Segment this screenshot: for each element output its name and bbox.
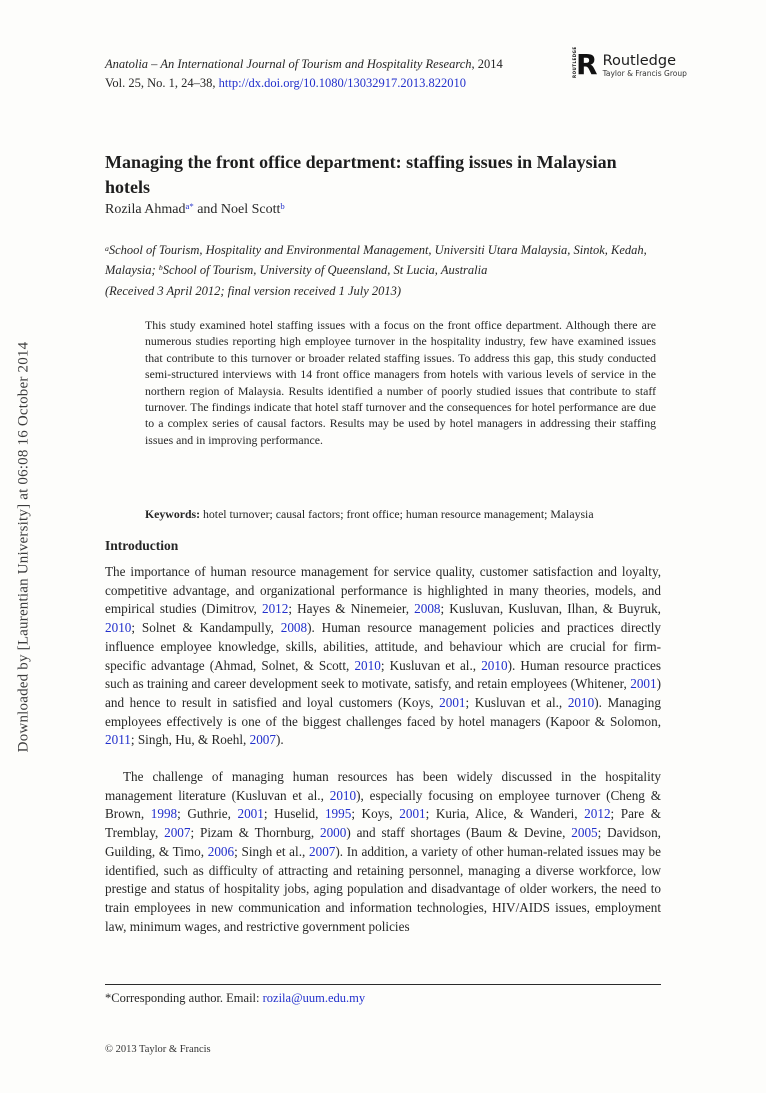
citation-year-link[interactable]: 2012 [261,601,289,617]
routledge-logo [572,46,687,81]
text-segment: ; Hayes & Ninemeier, [288,601,415,617]
journal-header [105,55,565,93]
text-segment: The importance of human resource management for service quality, customer satisfaction and loyalty, competitive advantage, and organizational performance is highlighted in many theories, models, and empirical studies (Dimitrov, [105,564,661,617]
authors-line [105,202,661,218]
citation-year-link[interactable]: 2001 [630,676,657,692]
affiliations [105,241,665,280]
section-heading-introduction: Introduction [105,538,179,553]
citation-year-link[interactable]: 1998 [150,806,178,822]
keywords-label: Keywords: [145,507,201,521]
text-segment: The challenge of managing human resources has been widely discussed in the hospitality management literature (Kusluvan et al., [105,769,661,803]
citation-year-link[interactable]: 2011 [105,732,131,748]
corresponding-author-note [105,991,661,1006]
journal-volume-line [105,74,565,93]
text-segment: ; Pizam & Thornburg, [190,825,320,841]
volume-issue-pages: Vol. 25, No. 1, 24–38, [105,76,219,90]
text-segment: ; Pare & Tremblay, [105,806,661,841]
citation-year-link[interactable]: 2010 [354,657,381,673]
citation-year-link[interactable]: 2010 [567,694,595,710]
article-title: Managing the front office department: staffing issues in Malaysian hotels [105,152,617,197]
text-segment: ; Huselid, [263,806,325,822]
citation-year-link[interactable]: 2005 [571,825,598,841]
routledge-r-glyph: R [576,48,598,81]
text-segment: ; Koys, [351,806,400,822]
copyright-line: © 2013 Taylor & Francis [105,1044,211,1055]
citation-year-link[interactable]: 2001 [399,806,426,822]
journal-title-line [105,55,565,74]
citation-year-link[interactable]: 2010 [105,620,132,636]
routledge-vertical-text: ROUTLEDGE [572,46,577,78]
text-segment: ). Managing employees effectively is one of the biggest challenges faced by hotel managers (Kapoor & Solomon, [105,694,661,729]
received-dates-line: (Received 3 April 2012; final version received 1 July 2013) [105,284,402,298]
text-segment: ; Solnet & Kandampully, [131,620,281,636]
routledge-brand-name: Routledge [602,52,677,69]
download-watermark: Downloaded by [Laurentian University] at 06:08 16 October 2014 [15,341,32,753]
text-segment: ; Guthrie, [177,806,238,822]
text-segment: ) and hence to result in satisfied and loyal customers (Koys, [105,676,661,710]
citation-year-link[interactable]: 2001 [237,806,264,822]
journal-name: Anatolia – An International Journal of Tourism and Hospitality Research [105,57,472,71]
citation-year-link[interactable]: 1995 [324,806,352,822]
author-name: Rozila Ahmad [105,202,186,217]
text-segment: ; Kusluvan, Kusluvan, Ilhan, & Buyruk, [440,601,661,617]
citation-year-link[interactable]: 2001 [439,694,466,710]
routledge-r-icon [572,46,598,81]
citation-year-link[interactable]: 2010 [481,657,508,673]
affiliation-b-link[interactable]: b [280,201,285,212]
text-segment: ; Kusluvan et al., [380,657,482,673]
routledge-logo-text [603,53,687,78]
citation-year-link[interactable]: 2012 [584,806,611,822]
citation-year-link[interactable]: 2006 [207,843,235,859]
text-segment: ). Human resource practices such as training and career development seek to motivate, satisfy, and retain employees (Whitener, [105,657,661,692]
footnote-divider [105,984,661,985]
text-segment: ; Singh et al., [234,843,310,859]
text-segment: ). In addition, a variety of other human-related issues may be identified, such as difficulty of attracting and retaining personnel, managing a diverse workforce, low prestige and status of hospitality jobs, aging population and disadvantage of older workers, the need to train employees in new communication and information technologies, HIV/AIDS issues, employment law, minimum wages, and restrictive government policies [105,843,661,934]
abstract-text: This study examined hotel staffing issues with a focus on the front office department. Although there are numerous studies reporting high employee turnover in the hospitality industry, few have examined issues that contribute to this turnover or broader related staffing issues. To address this gap, this study conducted semi-structured interviews with 14 front office managers from hotels with various levels of service in the northern region of Malaysia. Results identified a number of poorly studied issues that contribute to staff turnover. The findings indicate that hotel staff turnover and the consequences for hotel performance are due to a complex series of causal factors. Results may be used by hotel managers in addressing their staffing issues and in improving performance. [145,318,656,447]
citation-year-link[interactable]: 2008 [280,620,308,636]
keywords-list: hotel turnover; causal factors; front office; human resource management; Malaysia [200,507,594,521]
corresponding-author-label: *Corresponding author. Email: [105,991,263,1005]
text-segment: ; Singh, Hu, & Roehl, [130,732,250,748]
text-segment: ), especially focusing on employee turnover (Cheng & Brown, [105,787,661,822]
affiliation-a-label: a [105,243,109,253]
affiliation-b: School of Tourism, University of Queensland, St Lucia, Australia [162,262,488,277]
citation-year-link[interactable]: 2007 [309,843,336,859]
citation-year-link[interactable]: 2007 [164,825,191,841]
affiliation-a-link[interactable]: a [185,201,190,212]
citation-year-link[interactable]: 2008 [414,601,441,617]
introduction-paragraph-2 [105,768,661,936]
author-name: and Noel Scott [193,202,281,217]
introduction-paragraph-1 [105,563,661,750]
corresponding-author-mark[interactable]: * [189,201,194,212]
journal-year: , 2014 [471,57,503,71]
email-link[interactable]: rozila@uum.edu.my [262,991,366,1005]
text-segment: ; Davidson, Guilding, & Timo, [105,825,661,859]
taylor-francis-group-label: Taylor & Francis Group [602,68,687,78]
citation-year-link[interactable]: 2007 [249,732,276,748]
text-segment: ; Kusluvan et al., [465,694,568,710]
text-segment: ). [275,732,284,748]
citation-year-link[interactable]: 2000 [319,825,347,841]
affiliation-a: School of Tourism, Hospitality and Environmental Management, Universiti Utara Malaysia, Sintok, Kedah, Malaysia; [105,243,647,277]
text-segment: ). Human resource management policies and practices directly influence employee knowledge, skills, abilities, attitude, and behaviour which are crucial for firm-specific advantage (Ahmad, Solnet, & Scott, [105,620,661,673]
doi-link[interactable]: http://dx.doi.org/10.1080/13032917.2013.822010 [218,76,467,90]
text-segment: ; Kuria, Alice, & Wanderi, [425,806,585,822]
affiliation-b-label: b [158,263,163,273]
citation-year-link[interactable]: 2010 [329,787,357,803]
keywords-line [145,506,656,522]
text-segment: ) and staff shortages (Baum & Devine, [346,825,572,841]
